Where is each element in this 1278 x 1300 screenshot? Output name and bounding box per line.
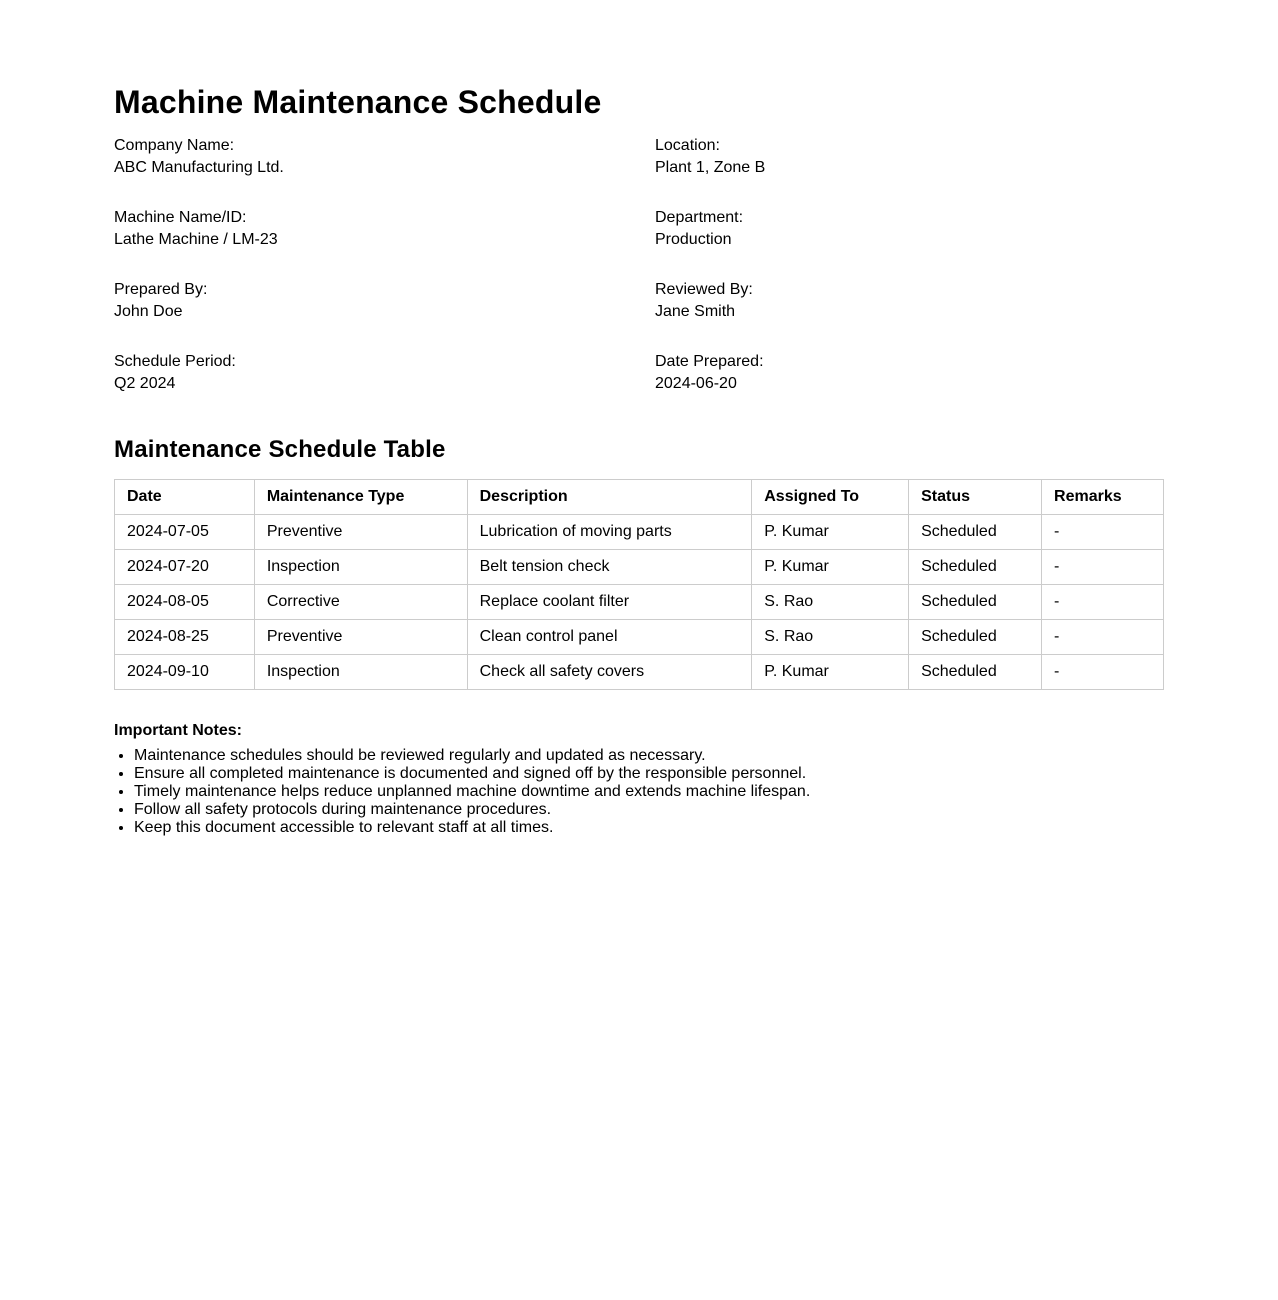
- info-label: Date Prepared:: [655, 353, 764, 370]
- info-date-prepared: [655, 351, 1164, 395]
- column-header: Maintenance Type: [254, 480, 467, 515]
- table-cell: S. Rao: [752, 585, 909, 620]
- table-cell: Corrective: [254, 585, 467, 620]
- table-row: [115, 585, 1164, 620]
- table-header-row: [115, 480, 1164, 515]
- table-cell: Clean control panel: [467, 620, 752, 655]
- table-cell: Scheduled: [909, 515, 1042, 550]
- info-value: Lathe Machine / LM-23: [114, 231, 278, 248]
- maintenance-table: [114, 479, 1164, 690]
- info-label: Reviewed By:: [655, 281, 753, 298]
- info-value: 2024-06-20: [655, 375, 737, 392]
- info-value: Q2 2024: [114, 375, 176, 392]
- table-row: [115, 515, 1164, 550]
- table-cell: Belt tension check: [467, 550, 752, 585]
- info-grid: [114, 135, 1164, 395]
- table-cell: P. Kumar: [752, 515, 909, 550]
- info-value: John Doe: [114, 303, 183, 320]
- column-header: Date: [115, 480, 255, 515]
- table-cell: Lubrication of moving parts: [467, 515, 752, 550]
- info-company-name: [114, 135, 655, 179]
- table-cell: 2024-08-25: [115, 620, 255, 655]
- info-machine-name: [114, 207, 655, 251]
- list-item: • Ensure all completed maintenance is documented and signed off by the responsible personnel.: [134, 765, 1164, 783]
- notes-list: [114, 747, 1164, 837]
- table-cell: Check all safety covers: [467, 655, 752, 690]
- table-cell: 2024-07-20: [115, 550, 255, 585]
- column-header: Remarks: [1042, 480, 1164, 515]
- info-value: Jane Smith: [655, 303, 736, 320]
- table-row: [115, 620, 1164, 655]
- column-header: Description: [467, 480, 752, 515]
- table-cell: P. Kumar: [752, 550, 909, 585]
- info-prepared-by: [114, 279, 655, 323]
- table-cell: -: [1042, 620, 1164, 655]
- page-title: Machine Maintenance Schedule: [114, 84, 602, 120]
- table-cell: Inspection: [254, 550, 467, 585]
- table-cell: S. Rao: [752, 620, 909, 655]
- section-title: Maintenance Schedule Table: [114, 436, 446, 463]
- list-item: • Timely maintenance helps reduce unplanned machine downtime and extends machine lifespan.: [134, 783, 1164, 801]
- list-item: • Maintenance schedules should be reviewed regularly and updated as necessary.: [134, 747, 1164, 765]
- table-cell: Replace coolant filter: [467, 585, 752, 620]
- list-item: • Keep this document accessible to relevant staff at all times.: [134, 819, 1164, 837]
- table-cell: 2024-08-05: [115, 585, 255, 620]
- info-label: Company Name:: [114, 137, 235, 154]
- table-cell: -: [1042, 515, 1164, 550]
- table-cell: Scheduled: [909, 655, 1042, 690]
- info-value: ABC Manufacturing Ltd.: [114, 159, 284, 176]
- column-header: Status: [909, 480, 1042, 515]
- info-label: Location:: [655, 137, 720, 154]
- table-cell: -: [1042, 655, 1164, 690]
- info-value: Plant 1, Zone B: [655, 159, 766, 176]
- info-value: Production: [655, 231, 732, 248]
- info-label: Department:: [655, 209, 744, 226]
- table-cell: Scheduled: [909, 550, 1042, 585]
- table-cell: Preventive: [254, 515, 467, 550]
- info-schedule-period: [114, 351, 655, 395]
- info-label: Schedule Period:: [114, 353, 236, 370]
- info-label: Prepared By:: [114, 281, 208, 298]
- column-header: Assigned To: [752, 480, 909, 515]
- table-cell: -: [1042, 550, 1164, 585]
- table-cell: Scheduled: [909, 585, 1042, 620]
- table-row: [115, 550, 1164, 585]
- info-department: [655, 207, 1164, 251]
- table-cell: Inspection: [254, 655, 467, 690]
- table-cell: -: [1042, 585, 1164, 620]
- info-reviewed-by: [655, 279, 1164, 323]
- table-cell: Preventive: [254, 620, 467, 655]
- table-cell: Scheduled: [909, 620, 1042, 655]
- table-cell: 2024-09-10: [115, 655, 255, 690]
- table-row: [115, 655, 1164, 690]
- info-location: [655, 135, 1164, 179]
- table-cell: 2024-07-05: [115, 515, 255, 550]
- list-item: • Follow all safety protocols during maintenance procedures.: [134, 801, 1164, 819]
- info-label: Machine Name/ID:: [114, 209, 247, 226]
- table-cell: P. Kumar: [752, 655, 909, 690]
- notes-title: Important Notes:: [114, 722, 242, 739]
